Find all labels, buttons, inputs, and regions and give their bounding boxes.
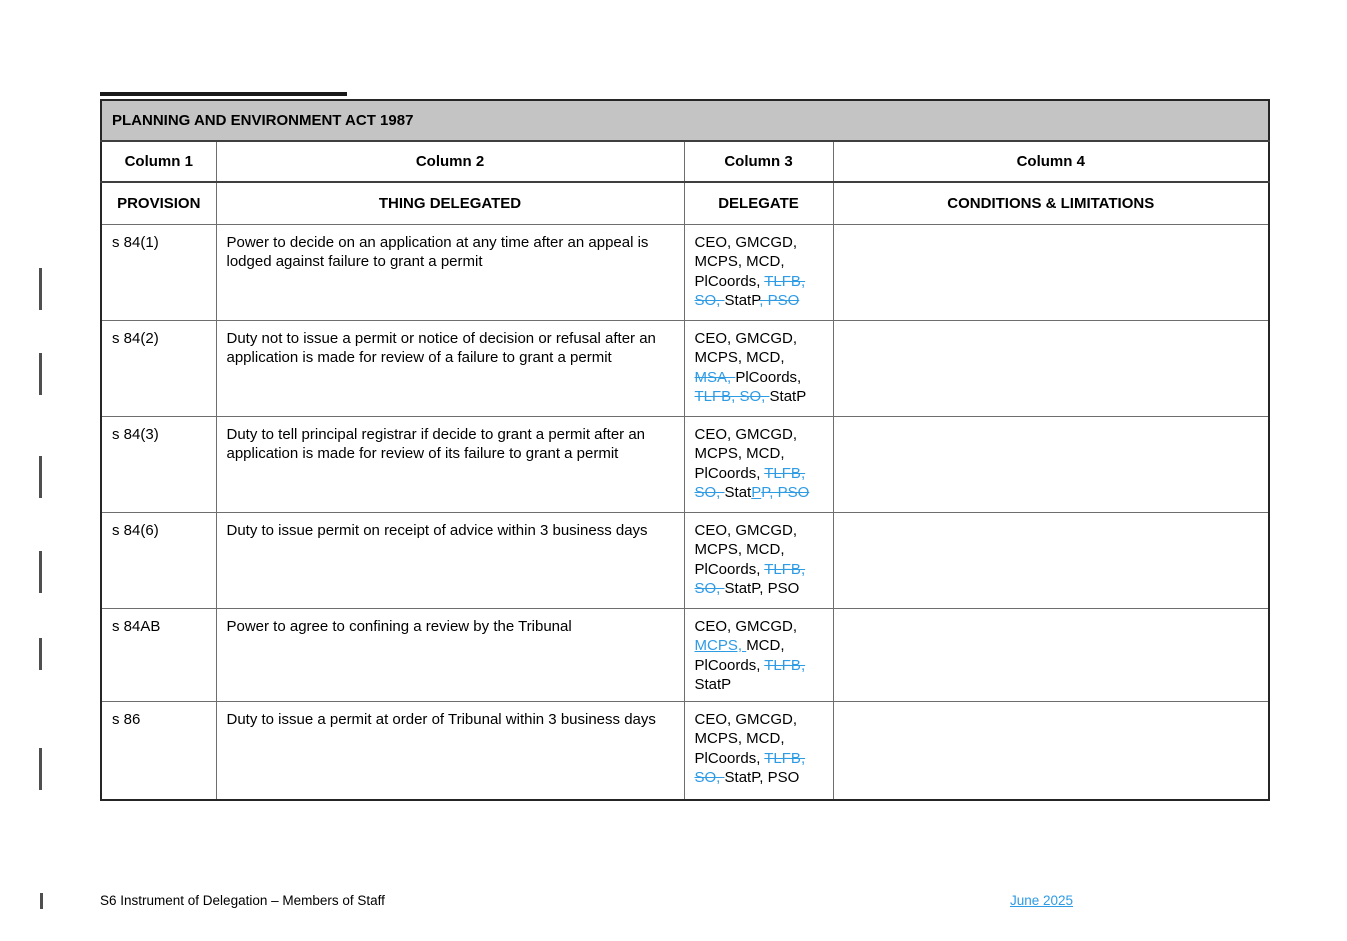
field-label: THING DELEGATED (216, 182, 684, 224)
change-bar (39, 748, 42, 790)
deleted-text: SO, (694, 484, 725, 501)
delegate-text: CEO, GMCGD, (694, 710, 798, 728)
thing-delegated-cell: Duty to tell principal registrar if decide to grant a permit after an application is made for review of its failure to grant a permit (216, 416, 684, 512)
field-label: CONDITIONS & LIMITATIONS (833, 182, 1269, 224)
delegate-text: CEO, GMCGD, (694, 329, 798, 347)
conditions-cell (833, 320, 1269, 416)
delegate-text: MCD, (746, 637, 785, 654)
deleted-text: SO, (694, 292, 725, 309)
change-bar (39, 353, 42, 395)
thing-delegated-cell: Duty to issue a permit at order of Tribunal within 3 business days (216, 701, 684, 800)
provision-cell: s 84(6) (101, 512, 216, 608)
delegate-text: PlCoords, (694, 272, 765, 290)
conditions-cell (833, 512, 1269, 608)
field-label: PROVISION (101, 182, 216, 224)
deleted-text: TLFB, (764, 749, 806, 767)
delegate-text: Stat (724, 484, 752, 501)
table-row (101, 512, 1269, 608)
table-row (101, 320, 1269, 416)
delegate-text: MCPS, MCD, (694, 349, 785, 366)
delegate-text: CEO, GMCGD, (694, 425, 798, 443)
deleted-text: , PSO (759, 292, 800, 309)
conditions-cell (833, 608, 1269, 701)
delegate-text: PlCoords, (694, 656, 765, 674)
top-rule (100, 92, 347, 96)
delegate-text: StatP (694, 676, 732, 693)
delegate-text: StatP, PSO (724, 580, 800, 597)
deleted-text: TLFB, SO, (694, 388, 770, 405)
deleted-text: TLFB, (764, 464, 806, 482)
change-bar (40, 893, 43, 909)
table-row (101, 608, 1269, 701)
deleted-text: TLFB, (764, 656, 806, 674)
column-labels-row (101, 141, 1269, 182)
delegate-cell (684, 512, 833, 608)
delegate-text: PlCoords, (735, 368, 802, 386)
delegate-text: StatP (724, 292, 760, 309)
deleted-text: TLFB, (764, 272, 806, 290)
deleted-text: MSA, (694, 368, 736, 386)
footer-title: S6 Instrument of Delegation – Members of Staff (100, 893, 385, 908)
column-label: Column 1 (101, 141, 216, 182)
delegate-cell (684, 701, 833, 800)
column-label: Column 3 (684, 141, 833, 182)
delegate-text: MCPS, MCD, (694, 541, 785, 558)
delegate-text: CEO, GMCGD, (694, 233, 798, 251)
table-row (101, 701, 1269, 800)
delegate-text: MCPS, MCD, (694, 445, 785, 462)
delegate-text: CEO, GMCGD, (694, 521, 798, 539)
change-bar (39, 268, 42, 310)
footer-date: June 2025 (1010, 893, 1074, 908)
delegate-text: MCPS, MCD, (694, 253, 785, 270)
column-label: Column 4 (833, 141, 1269, 182)
deleted-text: SO, (694, 769, 725, 786)
deleted-text: TLFB, (764, 560, 806, 578)
inserted-text: MCPS, (694, 637, 747, 654)
delegate-text: CEO, GMCGD, (694, 617, 798, 635)
act-title-row (101, 100, 1269, 141)
table-row (101, 416, 1269, 512)
provision-cell: s 84AB (101, 608, 216, 701)
field-labels-row (101, 182, 1269, 224)
thing-delegated-cell: Power to agree to confining a review by the Tribunal (216, 608, 684, 701)
delegation-table (100, 99, 1270, 801)
act-title: PLANNING AND ENVIRONMENT ACT 1987 (101, 100, 1269, 141)
delegate-cell (684, 224, 833, 320)
delegate-text: StatP (769, 388, 807, 405)
delegate-text: PlCoords, (694, 560, 765, 578)
deleted-text: P, PSO (761, 484, 810, 501)
table-row (101, 224, 1269, 320)
field-label: DELEGATE (684, 182, 833, 224)
column-label: Column 2 (216, 141, 684, 182)
conditions-cell (833, 416, 1269, 512)
conditions-cell (833, 701, 1269, 800)
change-bar (39, 551, 42, 593)
thing-delegated-cell: Power to decide on an application at any time after an appeal is lodged against failure to grant a permit (216, 224, 684, 320)
thing-delegated-cell: Duty not to issue a permit or notice of decision or refusal after an application is made for review of a failure to grant a permit (216, 320, 684, 416)
delegate-cell (684, 320, 833, 416)
delegate-text: PlCoords, (694, 464, 765, 482)
change-bar (39, 456, 42, 498)
provision-cell: s 84(1) (101, 224, 216, 320)
inserted-text: P (751, 484, 762, 501)
thing-delegated-cell: Duty to issue permit on receipt of advice within 3 business days (216, 512, 684, 608)
provision-cell: s 86 (101, 701, 216, 800)
delegate-cell (684, 608, 833, 701)
delegate-text: PlCoords, (694, 749, 765, 767)
provision-cell: s 84(3) (101, 416, 216, 512)
delegate-cell (684, 416, 833, 512)
delegate-text: StatP, PSO (724, 769, 800, 786)
change-bar (39, 638, 42, 670)
delegate-text: MCPS, MCD, (694, 730, 785, 747)
deleted-text: SO, (694, 580, 725, 597)
provision-cell: s 84(2) (101, 320, 216, 416)
conditions-cell (833, 224, 1269, 320)
